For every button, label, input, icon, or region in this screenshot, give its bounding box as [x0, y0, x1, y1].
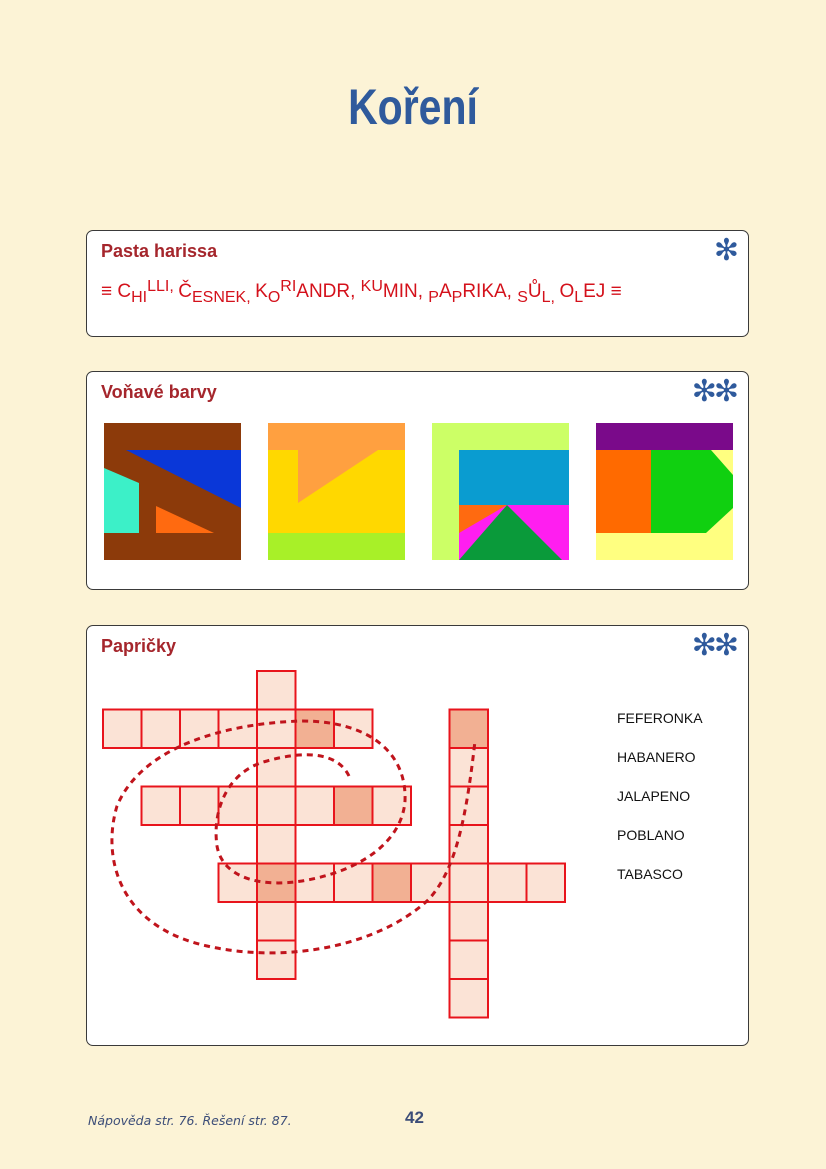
word-item: TABASCO — [617, 866, 683, 882]
page-number: 42 — [405, 1108, 424, 1127]
crossword-cell[interactable] — [257, 825, 296, 864]
ingredient-segment: KU — [360, 278, 383, 295]
panel-label: Voňavé barvy — [101, 382, 217, 402]
ingredient-segment: S — [517, 289, 528, 306]
panel-papricky — [86, 625, 749, 1046]
color-square-4 — [596, 423, 733, 560]
ingredient-segment: O — [559, 281, 575, 302]
word-item: POBLANO — [617, 827, 685, 843]
crossword-cell[interactable] — [257, 748, 296, 787]
ingredient-segment: O — [267, 289, 281, 306]
ingredient-segment: Ů — [527, 281, 542, 302]
ingredient-segment: Č — [178, 281, 192, 302]
ingredient-segment: P — [451, 289, 463, 306]
crossword-cell[interactable] — [450, 902, 489, 941]
panel-vonave-barvy — [86, 371, 749, 590]
crossword-cell[interactable] — [103, 710, 142, 749]
ingredient-segment: A — [438, 281, 452, 302]
panel-label: Papričky — [101, 636, 177, 656]
ingredient-segment: MIN, — [382, 281, 429, 302]
crossword-cell[interactable] — [334, 787, 373, 826]
crossword-cell[interactable] — [450, 864, 489, 903]
ingredient-segment: EJ ≡ — [583, 281, 622, 302]
crossword-cell[interactable] — [488, 864, 527, 903]
crossword-cell[interactable] — [180, 787, 219, 826]
crossword-cell[interactable] — [296, 710, 335, 749]
ingredient-segment: K — [255, 281, 268, 302]
crossword-cell[interactable] — [257, 787, 296, 826]
ingredient-segment: RIKA, — [462, 281, 518, 302]
difficulty-star-icon: ✻✻ — [691, 374, 736, 409]
crossword-cell[interactable] — [296, 864, 335, 903]
crossword-cell[interactable] — [334, 710, 373, 749]
crossword-cell[interactable] — [257, 671, 296, 710]
crossword-cell[interactable] — [450, 941, 489, 980]
color-square-2 — [268, 423, 405, 560]
color-square-3 — [432, 423, 569, 560]
crossword-cell[interactable] — [334, 864, 373, 903]
crossword-cell[interactable] — [450, 710, 489, 749]
crossword-cell[interactable] — [527, 864, 566, 903]
word-item: HABANERO — [617, 749, 696, 765]
crossword-cell[interactable] — [142, 710, 181, 749]
ingredient-segment: ≡ — [101, 281, 118, 302]
crossword-cell[interactable] — [411, 864, 450, 903]
ingredient-segment: LLI, — [147, 278, 179, 295]
crossword-cell[interactable] — [257, 941, 296, 980]
footer-hint: Nápověda str. 76. Řešení str. 87. — [88, 1113, 292, 1128]
crossword-cell[interactable] — [373, 787, 412, 826]
ingredient-segment: ESNEK, — [191, 289, 256, 306]
crossword-cell[interactable] — [219, 864, 258, 903]
word-item: FEFERONKA — [617, 710, 703, 726]
difficulty-star-icon: ✻✻ — [691, 628, 736, 663]
ingredient-segment: P — [428, 289, 439, 306]
ingredient-segment: L, — [541, 289, 560, 306]
ingredient-segment: L — [574, 289, 584, 306]
difficulty-star-icon: ✻ — [713, 233, 736, 268]
word-item: JALAPENO — [617, 788, 691, 804]
color-square-1 — [104, 423, 241, 560]
crossword-cell[interactable] — [257, 902, 296, 941]
ingredient-segment: HI — [131, 289, 148, 306]
crossword-cell[interactable] — [219, 787, 258, 826]
ingredient-segment: RI — [280, 278, 297, 295]
page-title: Koření — [348, 79, 478, 135]
crossword-cell[interactable] — [450, 825, 489, 864]
panel-pasta-harissa — [86, 230, 749, 337]
ingredient-list — [101, 278, 737, 306]
crossword-cell[interactable] — [373, 864, 412, 903]
ingredient-segment: C — [117, 281, 132, 302]
crossword-cell[interactable] — [142, 787, 181, 826]
crossword-cell[interactable] — [450, 979, 489, 1018]
panel-label: Pasta harissa — [101, 241, 218, 261]
word-list — [617, 708, 703, 903]
crossword-cell[interactable] — [257, 710, 296, 749]
ingredient-segment: ANDR, — [296, 281, 361, 302]
crossword-cell[interactable] — [296, 787, 335, 826]
